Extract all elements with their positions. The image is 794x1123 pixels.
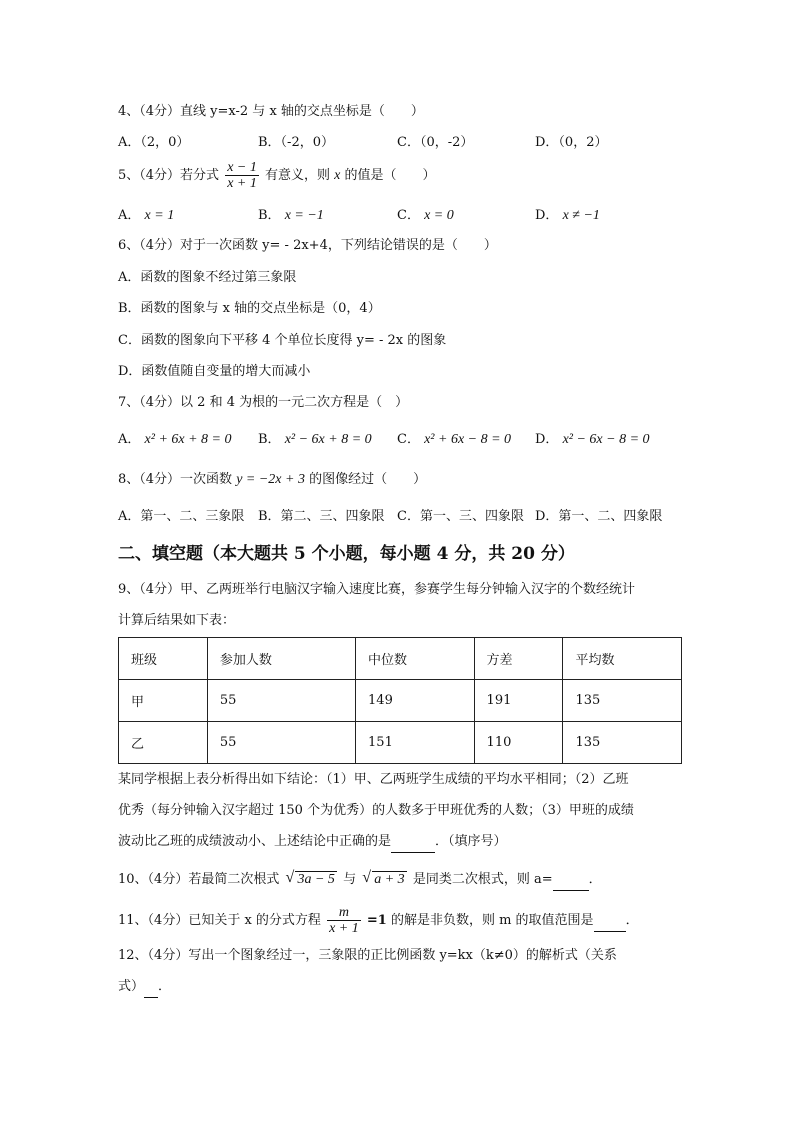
q11-stem: 11、（4分）已知关于 x 的分式方程 $\frac{m}{x + 1}$ =1 的解是非负数，则 m 的取值范围是 ． <box>118 905 639 936</box>
q8-option-c: C．第一、三、四象限 <box>397 509 524 524</box>
q6-option-a: A．函数的图象不经过第三象限 <box>118 270 297 285</box>
q5-frac-num: x − 1 <box>227 160 257 175</box>
q7-option-b: B． x² − 6x + 8 = 0 <box>258 432 372 447</box>
q5-prefix: 5、（4分）若分式 <box>118 168 220 183</box>
q11-fraction: $\frac{m}{x + 1}$ <box>329 905 359 936</box>
q4-option-a: A．（2，0） <box>118 135 190 150</box>
q5-option-a: A． x = 1 <box>118 208 175 223</box>
table-cell: 135 <box>563 722 682 764</box>
q6-option-d: D．函数值随自变量的增大而减小 <box>118 364 311 379</box>
section-title: 二、填空题（本大题共 5 个小题，每小题 4 分，共 20 分） <box>118 544 575 564</box>
q7-option-d: D． x² − 6x − 8 = 0 <box>535 432 650 447</box>
q8-stem: 8、（4分）一次函数 y = −2x + 3 的图像经过（ ） <box>118 472 427 487</box>
table-cell: 乙 <box>119 722 208 764</box>
table-cell: 55 <box>207 680 355 722</box>
q9-line2: 计算后结果如下表： <box>118 613 236 628</box>
table-cell: 151 <box>356 722 475 764</box>
score-table <box>118 637 682 764</box>
q4-stem: 4、（4分）直线 y=x-2 与 x 轴的交点坐标是（ ） <box>118 104 424 119</box>
table-header-cell: 中位数 <box>356 638 475 680</box>
q4-option-b: B．（-2，0） <box>258 135 334 150</box>
q6-option-c: C．函数的图象向下平移 4 个单位长度得 y= - 2x 的图象 <box>118 333 447 348</box>
table-cell: 191 <box>474 680 563 722</box>
q5-stem <box>118 160 436 191</box>
q9-after2: 优秀（每分钟输入汉字超过 150 个为优秀）的人数多于甲班优秀的人数；（3）甲班的成绩 <box>118 803 634 818</box>
q12-line1: 12、（4分）写出一个图象经过一，三象限的正比例函数 y=kx（k≠0）的解析式（关系 <box>118 948 617 963</box>
q5-option-d: D． x ≠ −1 <box>535 208 600 223</box>
q7-option-c: C． x² + 6x − 8 = 0 <box>397 432 512 447</box>
q5-option-b: B． x = −1 <box>258 208 324 223</box>
table-cell: 55 <box>207 722 355 764</box>
table-cell: 135 <box>563 680 682 722</box>
q9-after1: 某同学根据上表分析得出如下结论：（1）甲、乙两班学生成绩的平均水平相同；（2）乙班 <box>118 772 629 787</box>
table-header-cell: 参加人数 <box>207 638 355 680</box>
q5-fraction <box>225 160 259 191</box>
q7-stem: 7、（4分）以 2 和 4 为根的一元二次方程是（ ） <box>118 395 409 410</box>
q9-line1: 9、（4分）甲、乙两班举行电脑汉字输入速度比赛，参赛学生每分钟输入汉字的个数经统计 <box>118 582 636 597</box>
q9-answer-blank[interactable] <box>391 832 435 853</box>
q12-line2: 式） ． <box>118 977 171 998</box>
q8-option-a: A．第一、二、三象限 <box>118 509 245 524</box>
q8-expr: y = −2x + 3 <box>236 472 305 487</box>
q4-option-c: C．（0，-2） <box>397 135 474 150</box>
q10-radical-1: √ 3a − 5 <box>285 869 335 887</box>
q6-stem: 6、（4分）对于一次函数 y= - 2x+4，下列结论错误的是（ ） <box>118 238 497 253</box>
q5-var: x <box>334 168 341 183</box>
table-header-cell: 班级 <box>119 638 208 680</box>
q9-after3: 波动比乙班的成绩波动小、上述结论中正确的是 ．（填序号） <box>118 832 507 853</box>
table-header-row <box>119 638 682 680</box>
q12-answer-blank[interactable] <box>144 977 158 998</box>
q5-option-c: C． x = 0 <box>397 208 454 223</box>
table-header-cell: 平均数 <box>563 638 682 680</box>
table-cell: 149 <box>356 680 475 722</box>
q5-mid: 有意义，则 <box>265 168 331 183</box>
table-row <box>119 680 682 722</box>
q7-option-a: A． x² + 6x + 8 = 0 <box>118 432 232 447</box>
q5-frac-den: x + 1 <box>227 176 257 191</box>
table-row <box>119 722 682 764</box>
q10-radical-2: √ a + 3 <box>362 869 405 887</box>
q10-answer-blank[interactable] <box>553 870 589 891</box>
table-cell: 110 <box>474 722 563 764</box>
q5-suffix: 的值是（ ） <box>344 168 436 183</box>
q11-answer-blank[interactable] <box>594 911 626 932</box>
q4-option-d: D．（0，2） <box>535 135 608 150</box>
q10-stem: 10、（4分）若最简二次根式 √ 3a − 5 与 √ a + 3 是同类二次根式，则 a= ． <box>118 870 602 891</box>
table-cell: 甲 <box>119 680 208 722</box>
q6-option-b: B．函数的图象与 x 轴的交点坐标是（0，4） <box>118 301 381 316</box>
q8-option-d: D．第一、二、四象限 <box>535 509 663 524</box>
table-header-cell: 方差 <box>474 638 563 680</box>
q8-option-b: B．第二、三、四象限 <box>258 509 385 524</box>
